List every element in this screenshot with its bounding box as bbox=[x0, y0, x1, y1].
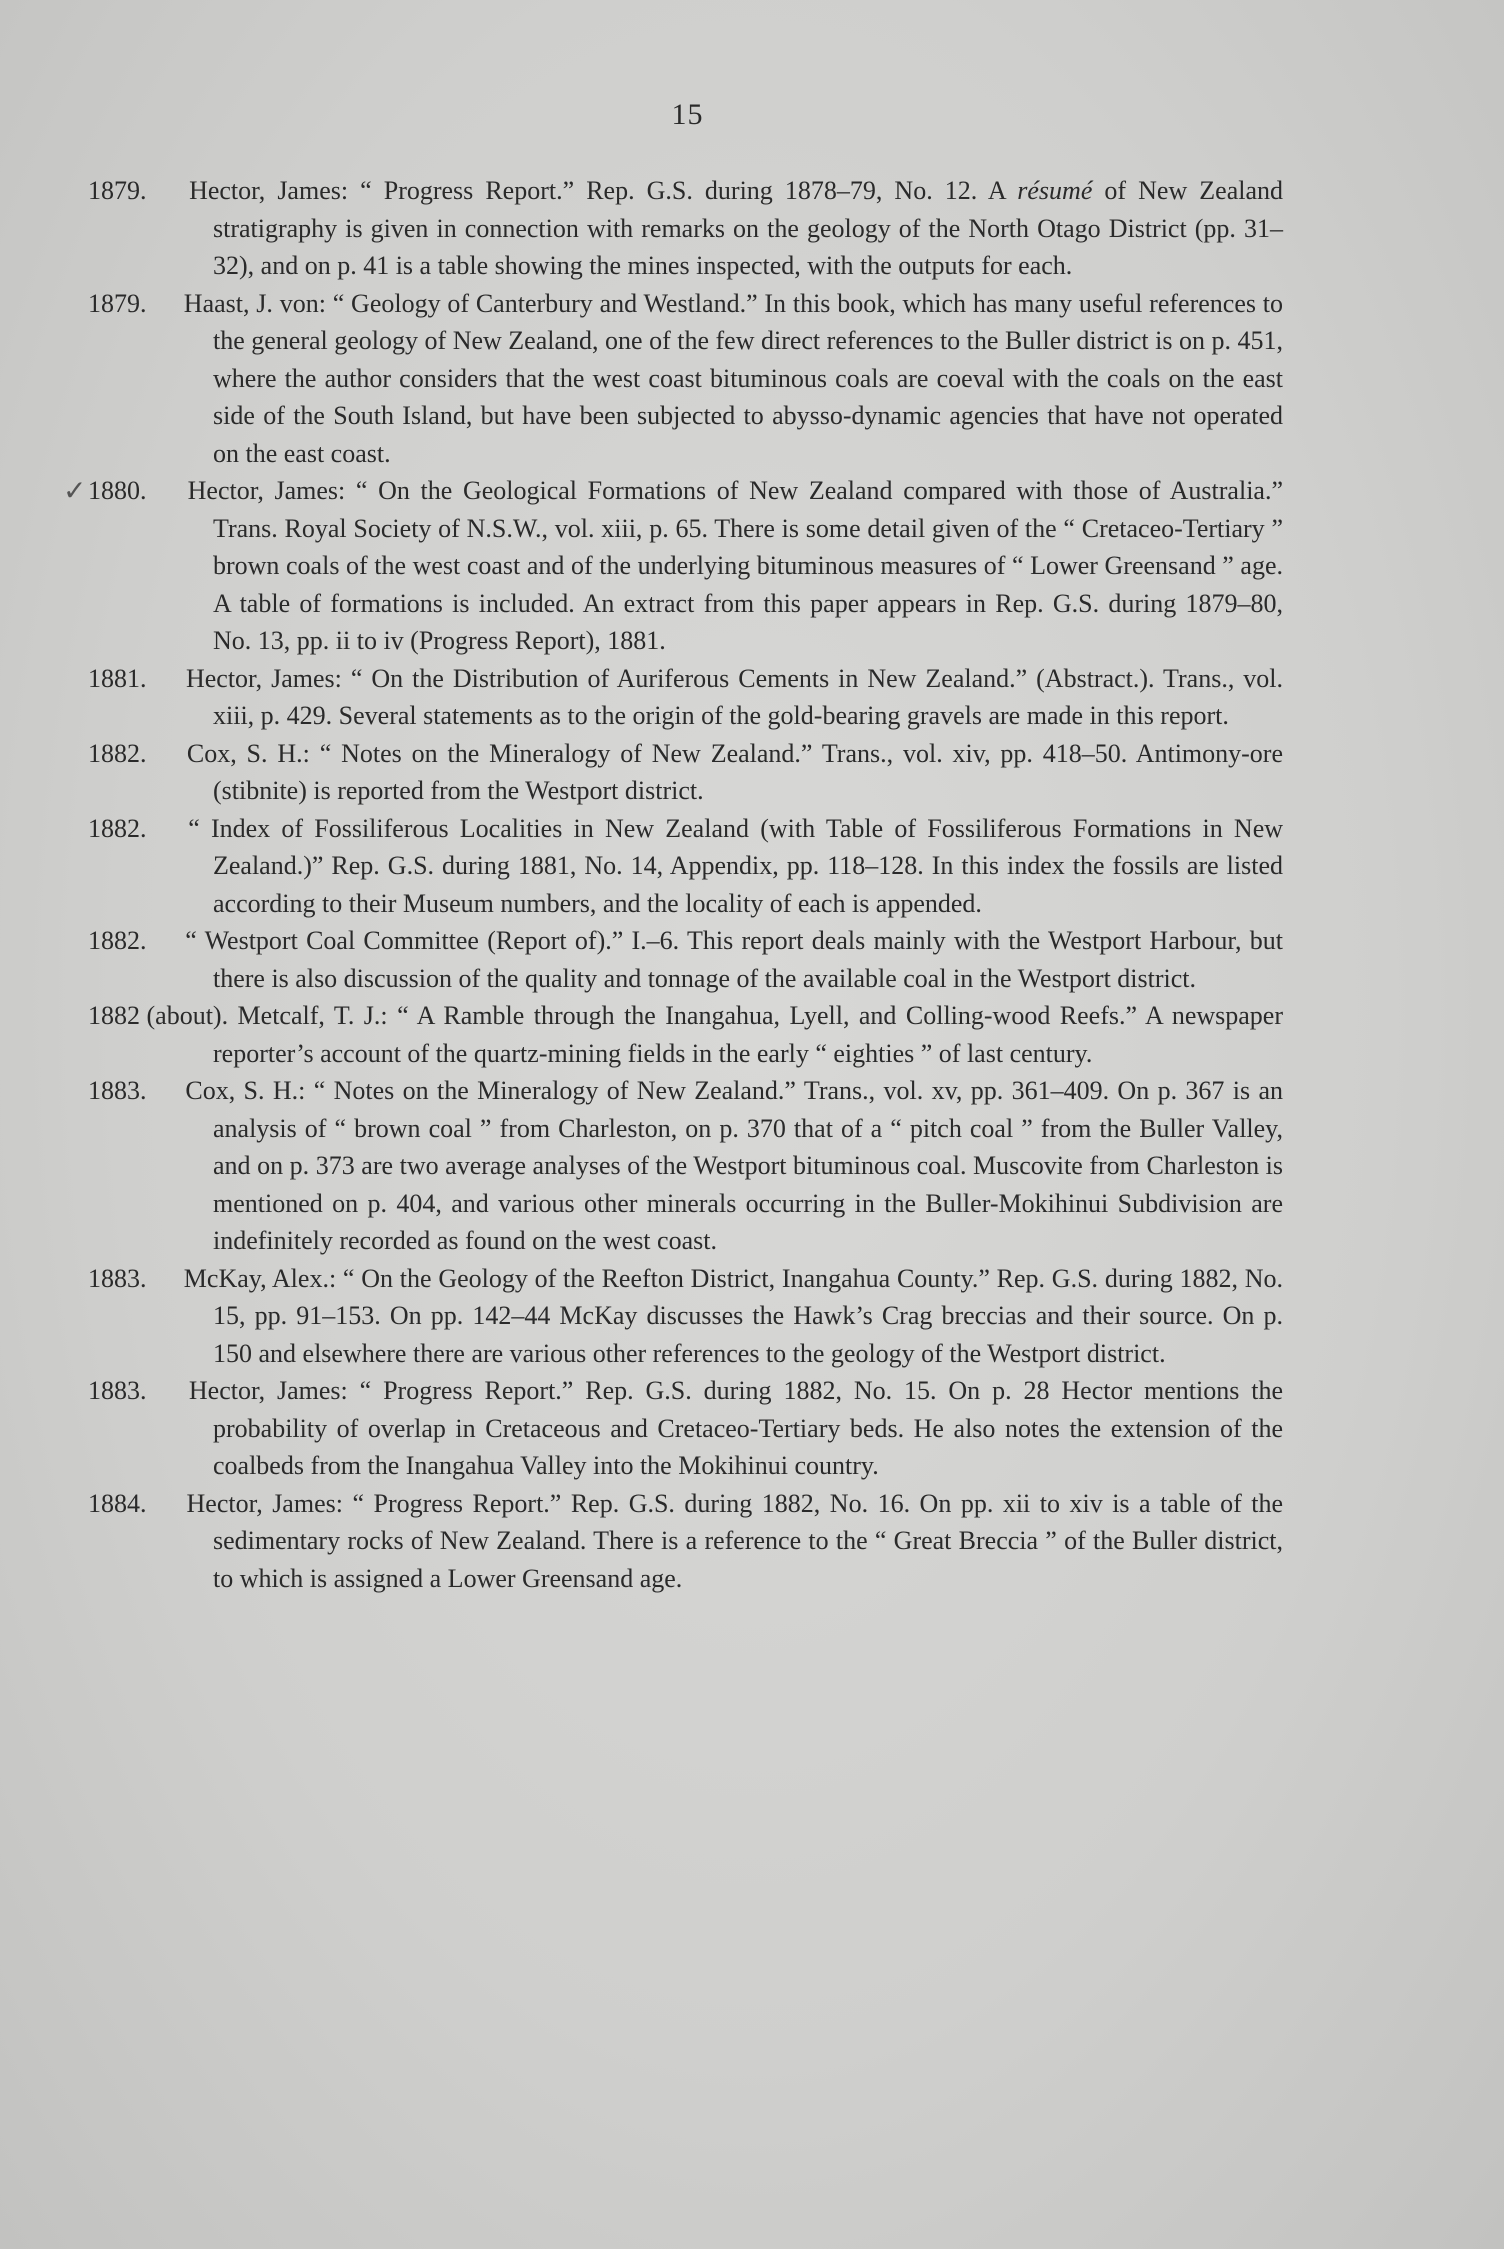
entry-text: Metcalf, T. J.: “ A Ramble through the Inangahua, Lyell, and Colling-wood Reefs.” A newspaper reporter’s account of the quartz-mining fields in the early “ eighties ” of last century. bbox=[213, 1001, 1283, 1068]
bibliography-entry bbox=[88, 1372, 1283, 1485]
entry-text-continued: of New Zealand stratigraphy is given in connection with remarks on the geology of the North Otago District (pp. 31–32), and on p. 41 is a table showing the mines inspected, with the outputs for each. bbox=[213, 176, 1283, 280]
entry-year: 1883. bbox=[88, 1376, 147, 1405]
entry-year: 1883. bbox=[88, 1263, 147, 1293]
bibliography-entry bbox=[88, 1260, 1283, 1373]
entry-text: Hector, James: “ On the Distribution of Auriferous Cements in New Zealand.” (Abstract.). Trans., vol. xiii, p. 429. Several statements as to the origin of the gold-bearing gravels are made in this report. bbox=[185, 663, 1284, 730]
entry-year: 1881. bbox=[88, 663, 147, 693]
bibliography-entry bbox=[88, 660, 1283, 735]
bibliography-entry bbox=[88, 172, 1283, 285]
bibliography-list bbox=[63, 172, 1284, 1597]
entry-year: 1882 (about). bbox=[88, 1001, 229, 1030]
entry-text: Hector, James: “ On the Geological Formations of New Zealand compared with those of Australia.” Trans. Royal Society of N.S.W., vol. xiii, p. 65. There is some detail given of the “ Cretaceo-Tertiary ” brown coals of the west coast and of the underlying bituminous measures of “ Lower Greensand ” age. A table of formations is included. An extract from this paper appears in Rep. G.S. during 1879–80, No. 13, pp. ii to iv (Progress Report), 1881. bbox=[187, 476, 1283, 655]
bibliography-entry bbox=[88, 1072, 1283, 1260]
entry-text: Hector, James: “ Progress Report.” Rep. G.S. during 1878–79, No. 12. A bbox=[189, 176, 1018, 205]
bibliography-entry bbox=[88, 285, 1283, 473]
bibliography-entry bbox=[88, 922, 1283, 997]
entry-year: 1882. bbox=[88, 813, 147, 843]
entry-text: “ Westport Coal Committee (Report of).” I.–6. This report deals mainly with the Westport Harbour, but there is also discussion of the quality and tonnage of the available coal in the Westport district. bbox=[185, 926, 1283, 993]
entry-text: Hector, James: “ Progress Report.” Rep. G.S. during 1882, No. 16. On pp. xii to xiv is a table of the sedimentary rocks of New Zealand. There is a reference to the “ Great Breccia ” of the Buller district, to which is assigned a Lower Greensand age. bbox=[186, 1488, 1284, 1593]
page-number: 15 bbox=[671, 98, 704, 131]
entry-year: 1879. bbox=[88, 288, 147, 318]
entry-text: McKay, Alex.: “ On the Geology of the Reefton District, Inangahua County.” Rep. G.S. during 1882, No. 15, pp. 91–153. On pp. 142–44 McKay discusses the Hawk’s Crag breccias and their source. On p. 150 and elsewhere there are various other references to the geology of the Westport district. bbox=[183, 1263, 1284, 1368]
entry-text: “ Index of Fossiliferous Localities in New Zealand (with Table of Fossiliferous Formations in New Zealand.)” Rep. G.S. during 1881, No. 14, Appendix, pp. 118–128. In this index the fossils are listed according to their Museum numbers, and the locality of each is appended. bbox=[188, 813, 1284, 918]
entry-text: Haast, J. von: “ Geology of Canterbury and Westland.” In this book, which has many useful references to the general geology of New Zealand, one of the few direct references to the Buller district is on p. 451, where the author considers that the west coast bituminous coals are coeval with the coals on the east side of the South Island, but have been subjected to abysso-dynamic agencies that have not operated on the east coast. bbox=[183, 288, 1283, 468]
entry-year: 1884. bbox=[88, 1488, 147, 1518]
entry-italic-term: résumé bbox=[1017, 176, 1093, 205]
entry-year: 1879. bbox=[88, 176, 147, 205]
entry-text: Cox, S. H.: “ Notes on the Mineralogy of New Zealand.” Trans., vol. xv, pp. 361–409. On p. 367 is an analysis of “ brown coal ” from Charleston, on p. 370 that of a “ pitch coal ” from the Buller Valley, and on p. 373 are two average analyses of the Westport bituminous coal. Muscovite from Charleston is mentioned on p. 404, and various other minerals occurring in the Buller-Mokihinui Subdivision are indefinitely recorded as found on the west coast. bbox=[185, 1076, 1284, 1255]
entry-year: 1880. bbox=[88, 476, 147, 505]
bibliography-entry bbox=[63, 472, 1283, 660]
bibliography-entry bbox=[88, 810, 1283, 923]
handwritten-checkmark-icon: ✓ bbox=[63, 474, 87, 507]
bibliography-entry bbox=[88, 997, 1283, 1072]
bibliography-entry bbox=[88, 1485, 1283, 1598]
entry-text: Cox, S. H.: “ Notes on the Mineralogy of New Zealand.” Trans., vol. xiv, pp. 418–50. Antimony-ore (stibnite) is reported from the Westport district. bbox=[186, 738, 1284, 805]
entry-text: Hector, James: “ Progress Report.” Rep. G.S. during 1882, No. 15. On p. 28 Hector mentions the probability of overlap in Cretaceous and Cretaceo-Tertiary beds. He also notes the extension of the coalbeds from the Inangahua Valley into the Mokihinui country. bbox=[188, 1376, 1284, 1480]
entry-year: 1882. bbox=[88, 738, 147, 768]
entry-year: 1883. bbox=[88, 1076, 147, 1105]
entry-year: 1882. bbox=[88, 926, 147, 955]
bibliography-entry bbox=[88, 735, 1283, 810]
